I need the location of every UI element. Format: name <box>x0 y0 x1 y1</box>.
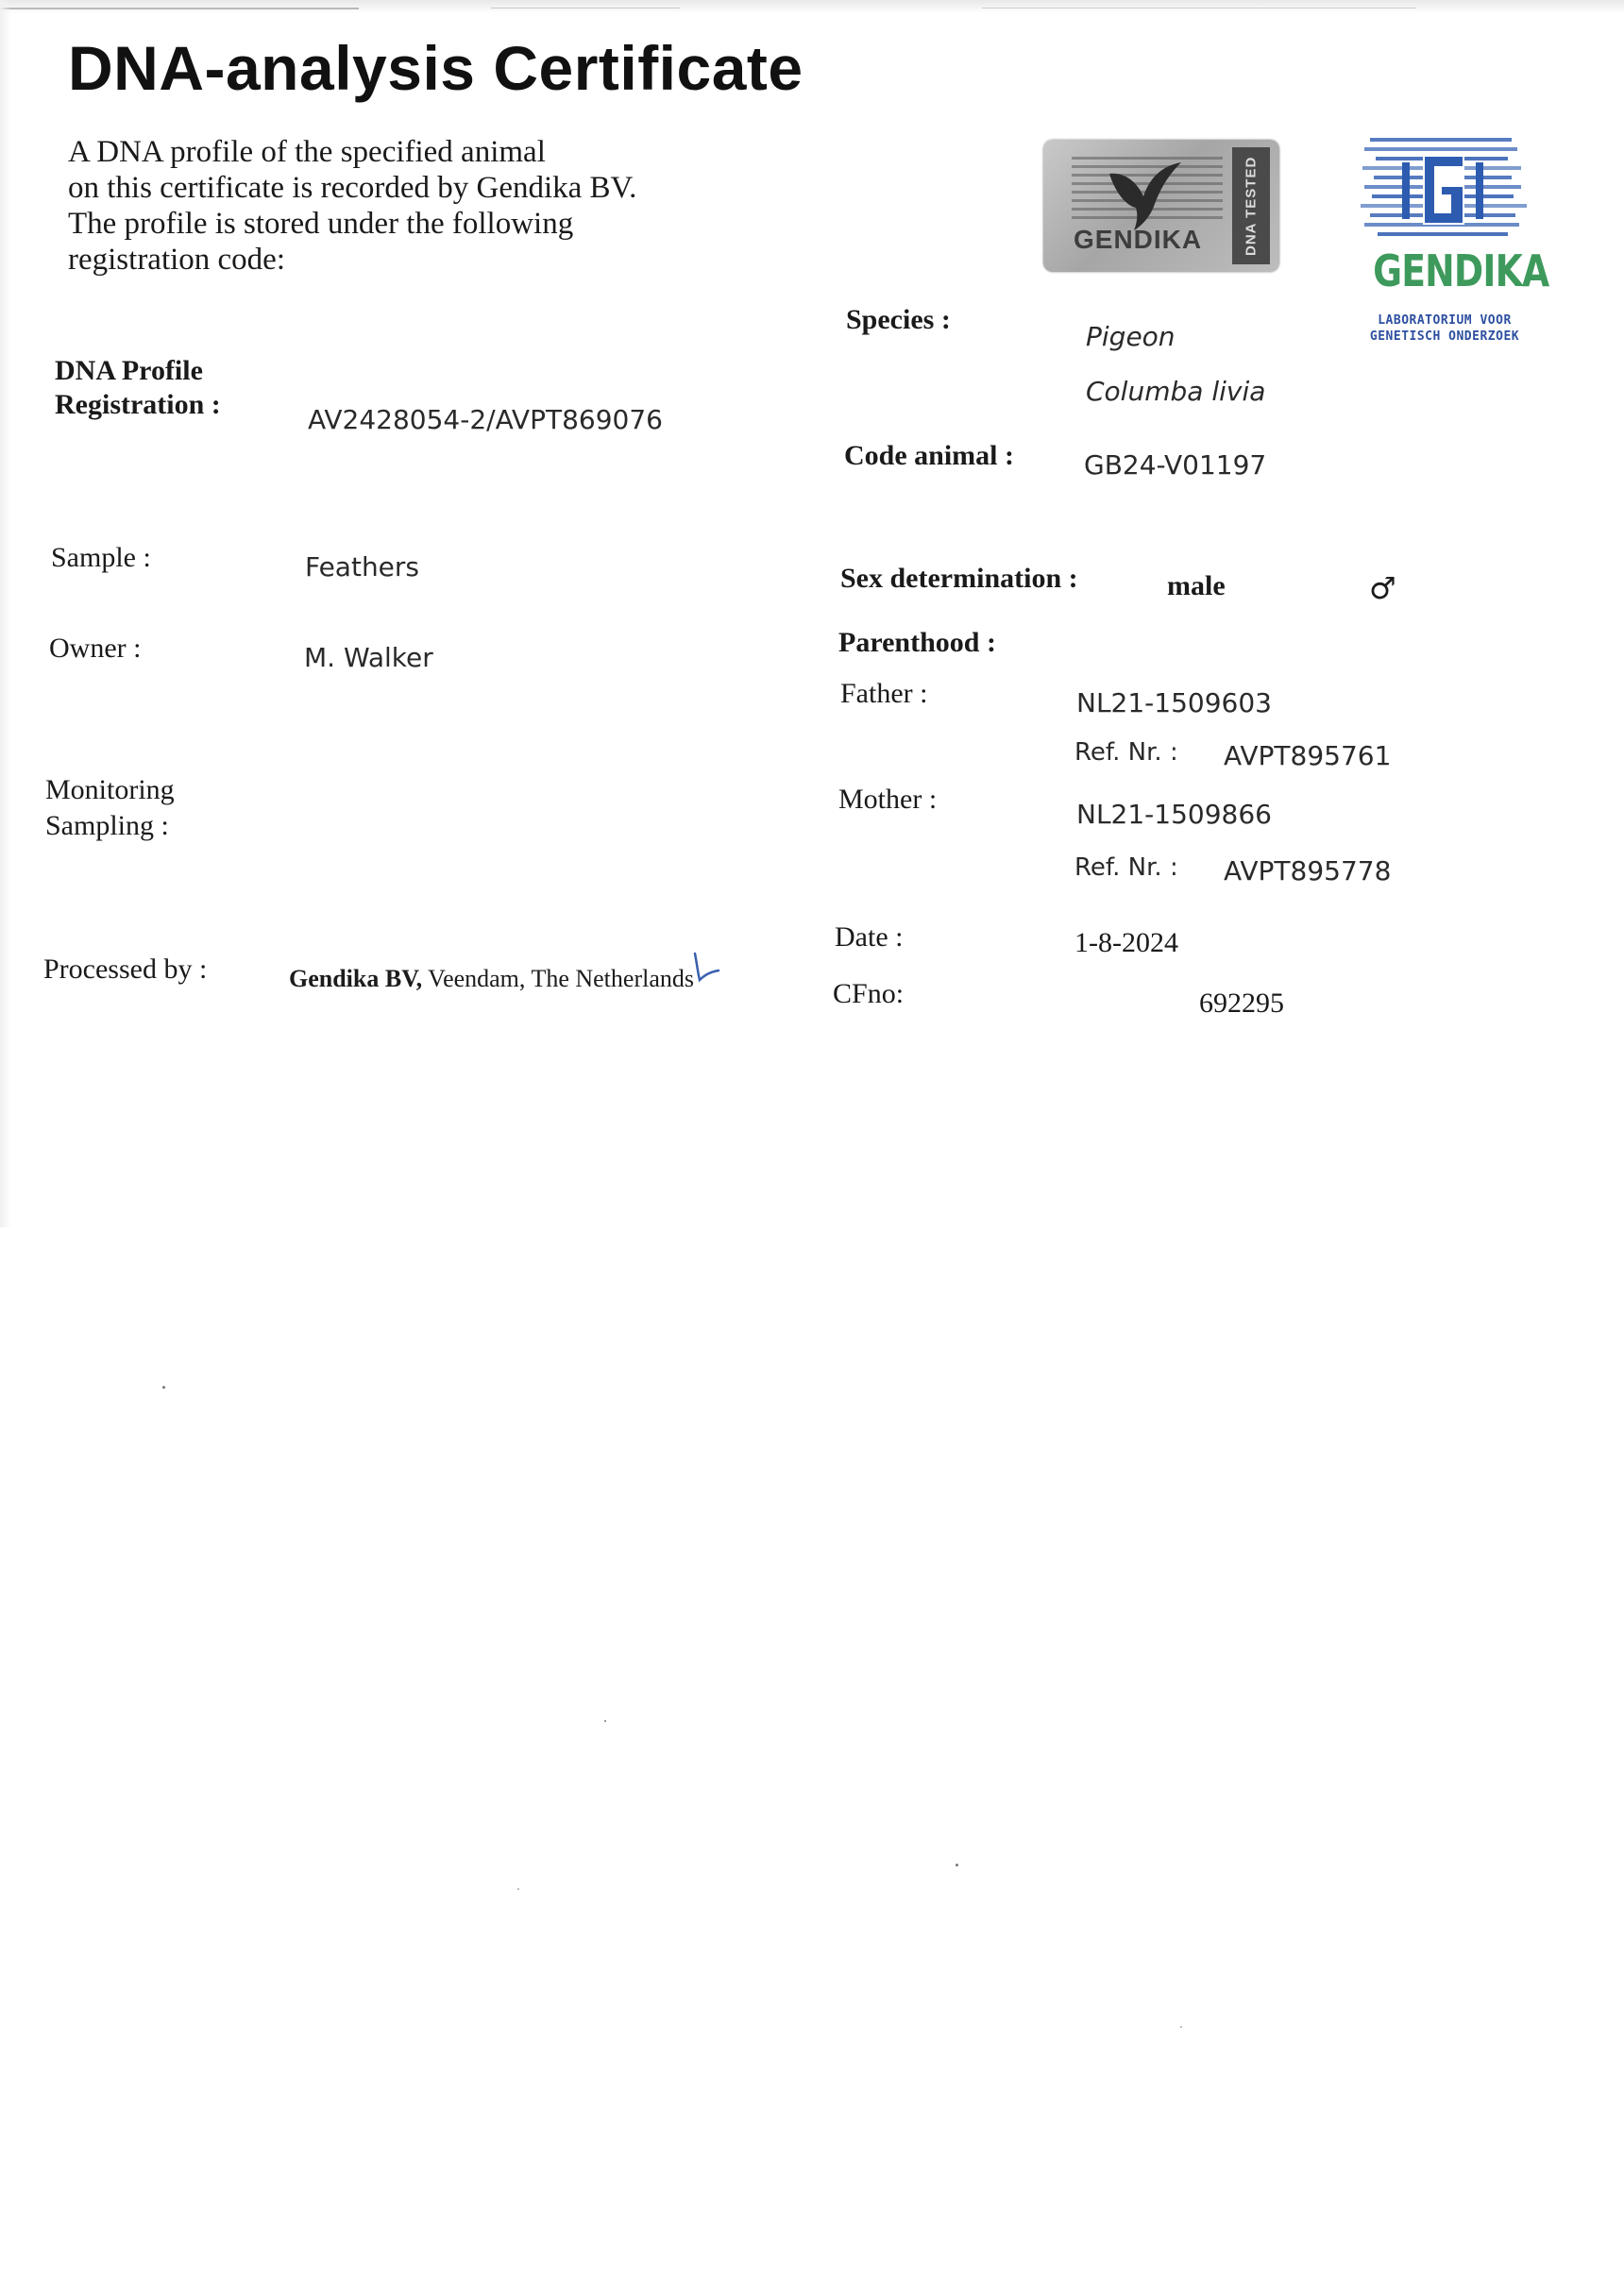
pen-mark-icon <box>692 952 722 989</box>
processed-by-location: Veendam, The Netherlands <box>428 965 694 992</box>
scan-line <box>0 8 359 9</box>
scan-speck <box>1180 2026 1182 2028</box>
cfno-value: 692295 <box>1199 988 1284 1019</box>
mother-value: NL21-1509866 <box>1076 799 1272 830</box>
species-latin-name: Columba livia <box>1086 376 1266 407</box>
scan-speck <box>956 1864 958 1866</box>
mother-ref-value: AVPT895778 <box>1224 855 1392 886</box>
owner-value: M. Walker <box>304 642 433 673</box>
scan-edge-top <box>0 0 1624 13</box>
cfno-label: CFno: <box>833 978 905 1009</box>
gendika-logo-mark-icon <box>1357 134 1531 245</box>
father-ref-label: Ref. Nr. : <box>1074 738 1178 767</box>
scan-speck <box>604 1720 606 1722</box>
gendika-logo <box>1345 134 1549 351</box>
intro-line: on this certificate is recorded by Gendika BV. <box>68 171 637 205</box>
sample-value: Feathers <box>305 551 420 582</box>
species-label: Species : <box>846 304 951 335</box>
father-label: Father : <box>840 678 928 709</box>
intro-line: registration code: <box>68 243 286 277</box>
code-animal-value: GB24-V01197 <box>1084 449 1267 481</box>
dna-tested-seal <box>1043 140 1279 272</box>
gendika-logo-name: GENDIKA <box>1373 245 1549 296</box>
owner-label: Owner : <box>49 633 142 664</box>
date-value: 1-8-2024 <box>1074 927 1178 958</box>
sex-value: male <box>1167 570 1226 601</box>
scan-edge-left <box>0 0 11 1227</box>
father-value: NL21-1509603 <box>1076 687 1272 718</box>
intro-text <box>68 134 710 278</box>
code-animal-label: Code animal : <box>844 440 1014 471</box>
father-ref-value: AVPT895761 <box>1224 740 1392 771</box>
monitoring-label: Monitoring <box>45 774 175 805</box>
monitoring-label: Sampling : <box>45 810 169 841</box>
intro-line: A DNA profile of the specified animal <box>68 135 546 169</box>
registration-value: AV2428054-2/AVPT869076 <box>308 404 663 435</box>
processed-by-label: Processed by : <box>43 954 208 985</box>
certificate-title: DNA-analysis Certificate <box>68 33 804 103</box>
mother-label: Mother : <box>838 784 938 815</box>
mother-ref-label: Ref. Nr. : <box>1074 853 1178 882</box>
gendika-logo-subtitle: GENETISCH ONDERZOEK <box>1369 329 1520 344</box>
scan-speck <box>517 1888 519 1890</box>
seal-vertical-text: DNA TESTED <box>1232 147 1270 264</box>
sex-determination-label: Sex determination : <box>840 563 1078 594</box>
sample-label: Sample : <box>51 542 151 573</box>
processed-by-company: Gendika BV, <box>289 965 423 992</box>
date-label: Date : <box>835 921 904 953</box>
male-symbol-icon: ♂ <box>1369 570 1396 606</box>
parenthood-label: Parenthood : <box>838 627 996 658</box>
scan-speck <box>162 1386 165 1389</box>
species-common-name: Pigeon <box>1086 321 1176 352</box>
intro-line: The profile is stored under the following <box>68 207 574 241</box>
registration-label: Registration : <box>55 389 221 420</box>
gendika-logo-subtitle: LABORATORIUM VOOR <box>1378 313 1512 328</box>
seal-name: GENDIKA <box>1074 225 1203 254</box>
registration-label: DNA Profile <box>55 355 203 386</box>
processed-by-value <box>289 965 694 993</box>
